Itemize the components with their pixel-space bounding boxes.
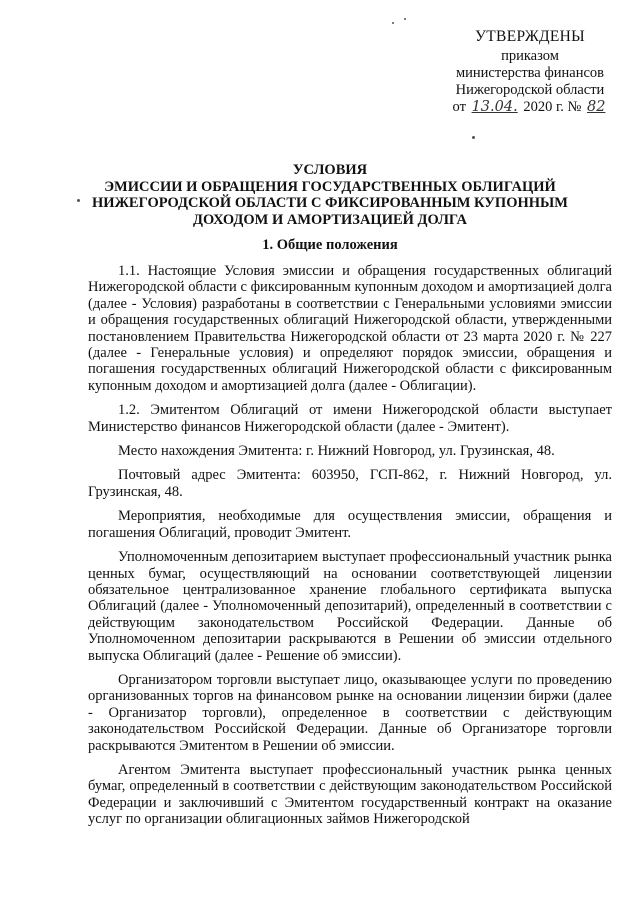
paragraph: Агентом Эмитента выступает профессиональный участник рынка ценных бумаг, определенный в соответствии с действующим законодательством Российской Федерации и заключивший с Эмитентом государственный контракт на оказание услуг по организации облигационных займов Нижегородской <box>88 761 612 828</box>
section-title: 1. Общие положения <box>262 237 398 253</box>
paragraph: Мероприятия, необходимые для осуществления эмиссии, обращения и погашения Облигаций, проводит Эмитент. <box>88 508 612 541</box>
approval-head: УТВЕРЖДЕНЫ <box>475 28 585 45</box>
scan-speck <box>472 136 475 139</box>
approval-line-2: министерства финансов <box>455 65 605 81</box>
handwritten-number: 82 <box>586 99 606 115</box>
title-line-3: НИЖЕГОРОДСКОЙ ОБЛАСТИ С ФИКСИРОВАННЫМ КУПОННЫМ <box>92 195 568 211</box>
title-line-1: УСЛОВИЯ <box>292 162 368 178</box>
approval-line-3: Нижегородской области <box>455 82 605 98</box>
handwritten-date: 13.04. <box>471 99 518 115</box>
scan-speck <box>392 22 394 24</box>
paragraph: Уполномоченным депозитарием выступает профессиональный участник рынка ценных бумаг, осуществляющий на основании соответствующей лицензии обязательное централизованное хранение глобального сертификата выпуска Облигаций (далее - Уполномоченный депозитарий), определенный в соответствии с действующим законодательством Российской Федерации. Данные об Уполномоченном депозитарии раскрываются в Решении об эмиссии отдельного выпуска Облигаций (далее - Решение об эмиссии). <box>88 549 612 664</box>
date-year: 2020 г. № <box>523 99 582 115</box>
paragraph: Почтовый адрес Эмитента: 603950, ГСП-862, г. Нижний Новгород, ул. Грузинская, 48. <box>88 467 612 500</box>
paragraph: Организатором торговли выступает лицо, оказывающее услуги по проведению организованных торгов на финансовом рынке на основании лицензии биржи (далее - Организатор торговли), определенное в соответствии с действующим законодательством Российской Федерации. Данные об Организаторе торговли раскрываются Эмитентом в Решении об эмиссии. <box>88 671 612 754</box>
scan-speck <box>77 199 80 202</box>
paragraph: 1.1. Настоящие Условия эмиссии и обращения государственных облигаций Нижегородской области с фиксированным купонным доходом и амортизацией долга (далее - Условия) разработаны в соответствии с Генеральными условиями эмиссии и обращения государственных облигаций Нижегородской области, утвержденными постановлением Правительства Нижегородской области от 23 марта 2020 г. № 227 (далее - Генеральные условия) и определяют порядок эмиссии, обращения и погашения государственных облигаций Нижегородской области с фиксированным купонным доходом и амортизацией долга (далее - Облигации). <box>88 263 612 394</box>
approval-date-line <box>440 99 620 116</box>
paragraph: Место нахождения Эмитента: г. Нижний Новгород, ул. Грузинская, 48. <box>118 443 555 460</box>
paragraph: 1.2. Эмитентом Облигаций от имени Нижегородской области выступает Министерство финансов Нижегородской области (далее - Эмитент). <box>88 402 612 435</box>
scan-speck <box>404 18 406 20</box>
approval-stamp <box>440 28 620 116</box>
date-prefix: от <box>452 99 466 115</box>
approval-line-1: приказом <box>501 48 559 64</box>
title-line-2: ЭМИССИИ И ОБРАЩЕНИЯ ГОСУДАРСТВЕННЫХ ОБЛИГАЦИЙ <box>104 178 556 195</box>
document-title <box>90 162 570 228</box>
title-line-4: ДОХОДОМ И АМОРТИЗАЦИЕЙ ДОЛГА <box>192 211 467 228</box>
document-body <box>88 263 612 836</box>
